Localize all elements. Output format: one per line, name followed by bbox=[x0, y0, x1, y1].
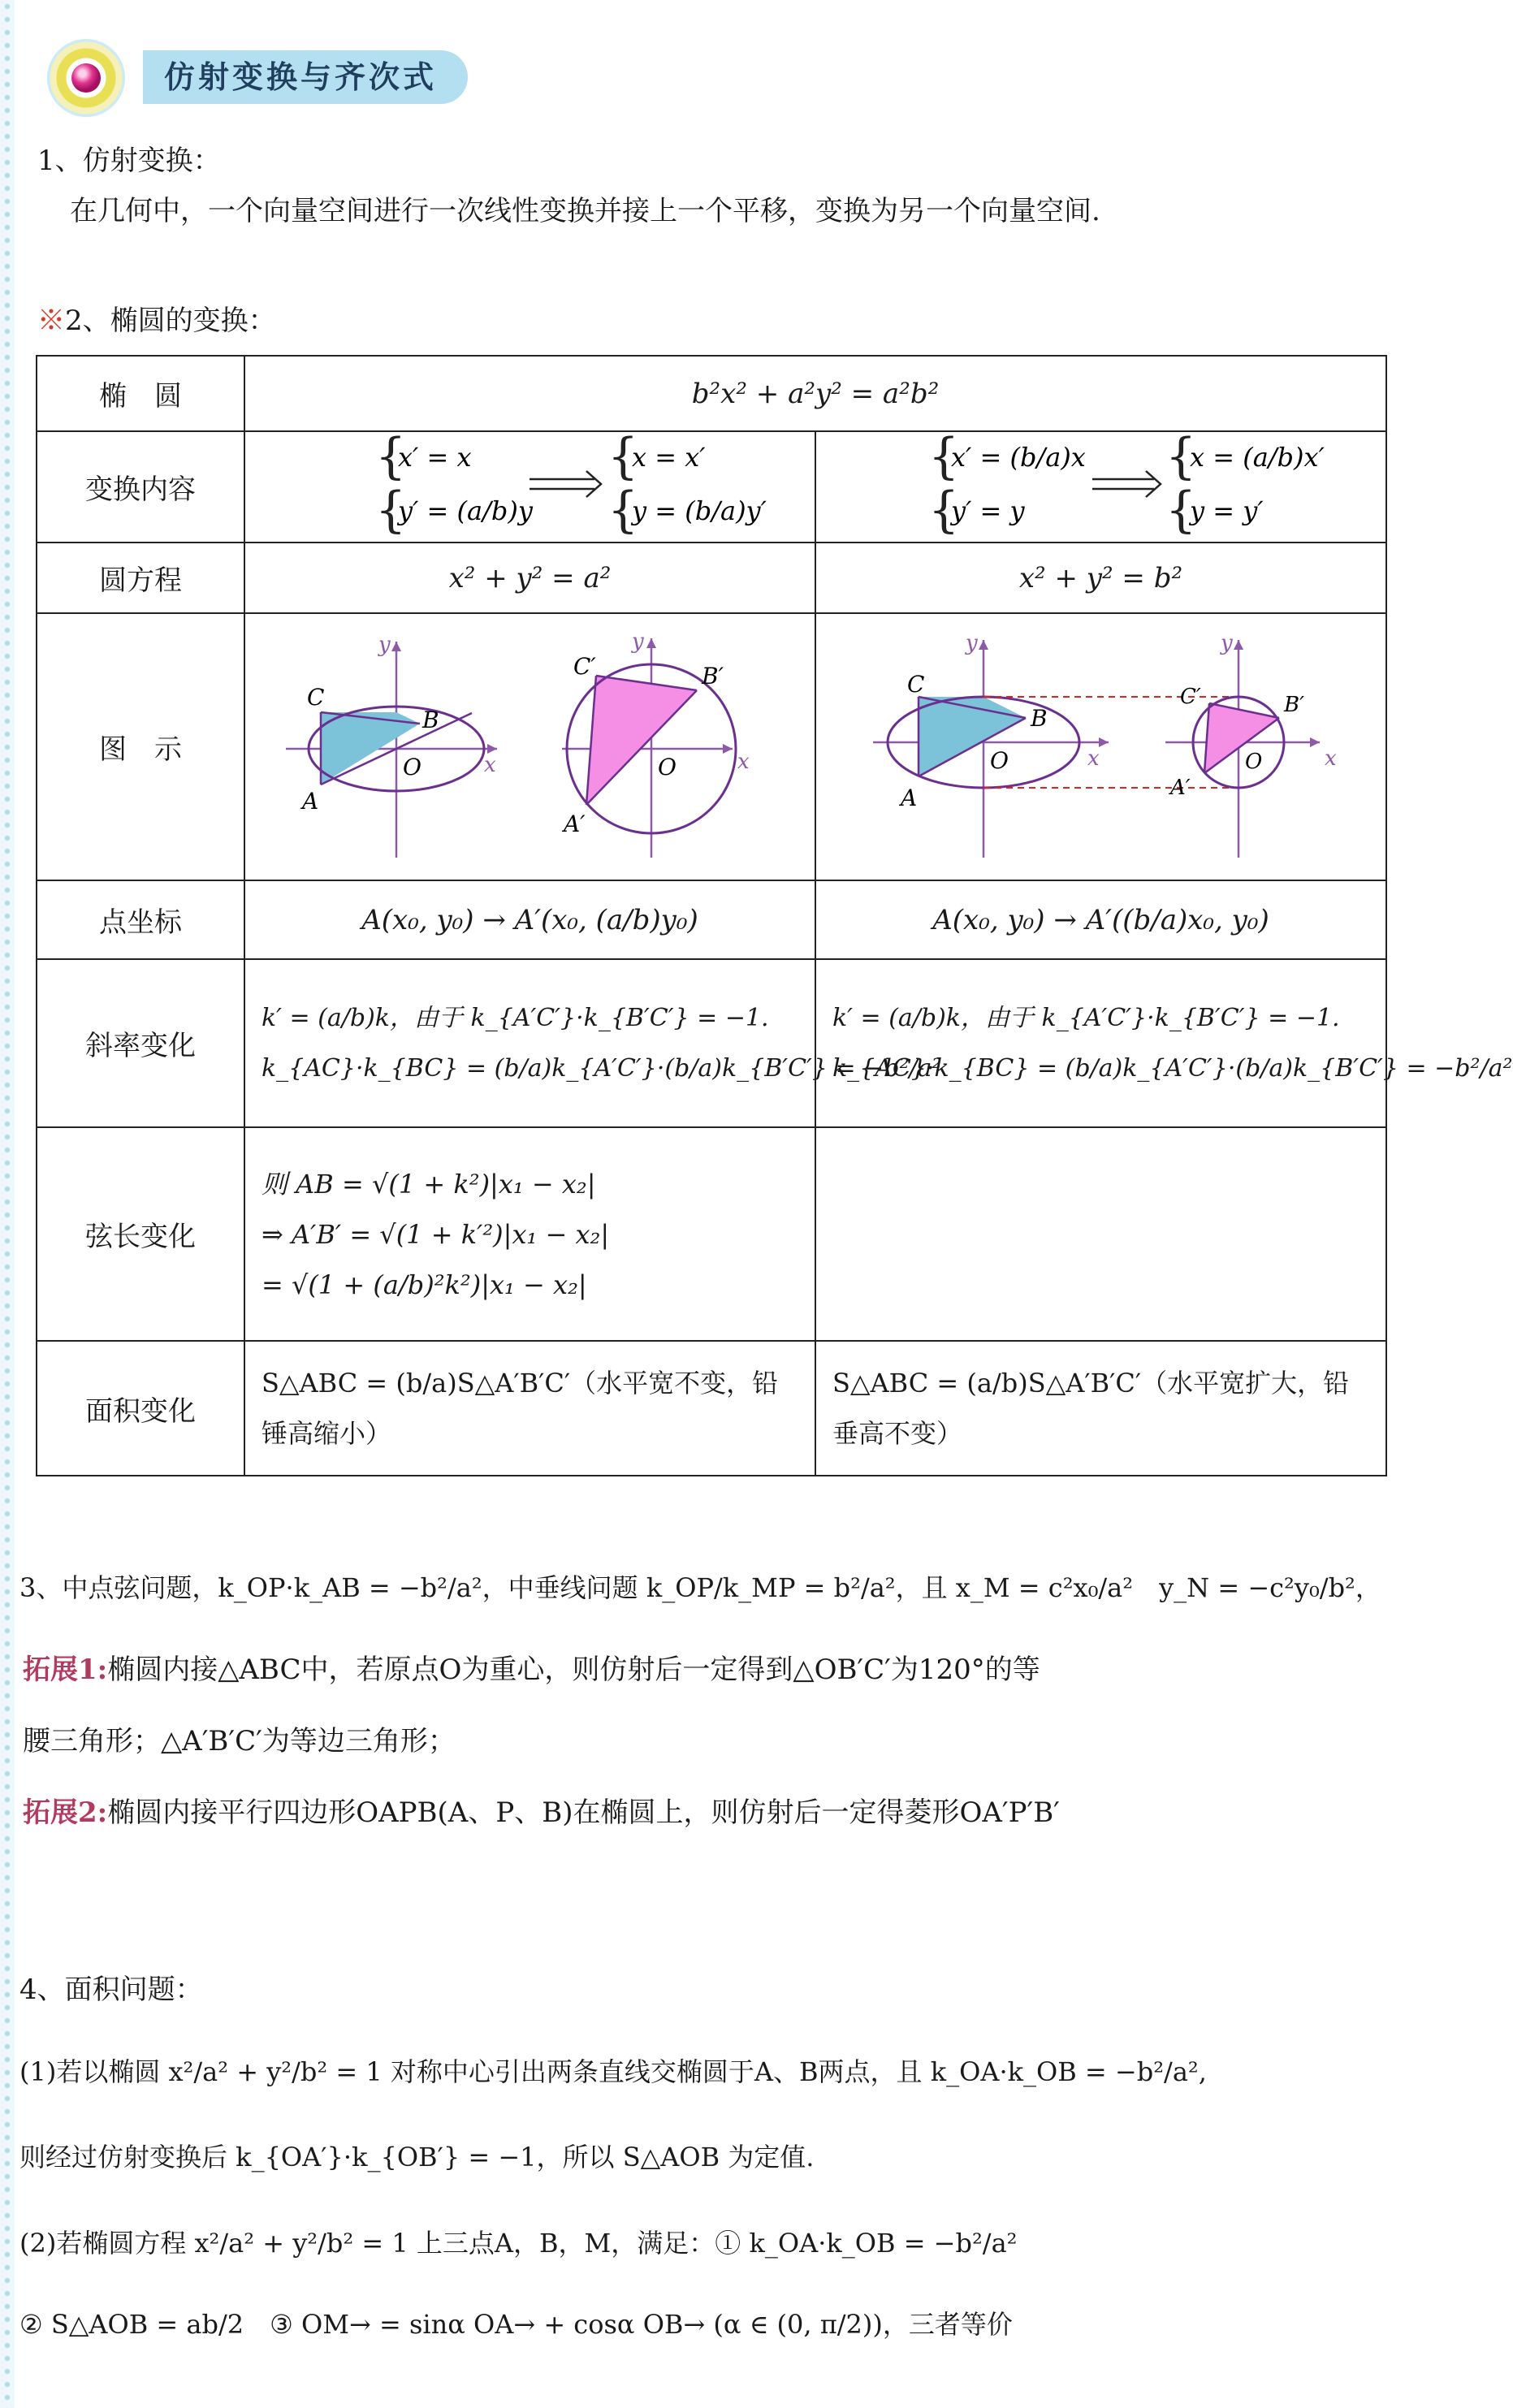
svg-text:{: { bbox=[928, 482, 960, 538]
chord-right-empty bbox=[815, 1127, 1386, 1341]
point-left: A(x₀, y₀) → A′(x₀, (a/b)y₀) bbox=[244, 880, 815, 959]
label-a-prime: A′ bbox=[564, 811, 586, 837]
label-chord: 弦长变化 bbox=[37, 1127, 244, 1341]
figure-right-svg bbox=[816, 614, 1385, 872]
label-a-prime-2: A′ bbox=[1170, 776, 1191, 800]
x-arrow-icon-2 bbox=[723, 744, 733, 754]
svg-text:{: { bbox=[375, 482, 407, 538]
ellipse-equation: b²x² + a²y² = a²b² bbox=[244, 356, 1386, 431]
transform-right-line4: y = y′ bbox=[1190, 495, 1264, 526]
transform-left bbox=[244, 428, 815, 543]
ext2-label: 拓展2: bbox=[23, 1796, 108, 1829]
slope-right-line1: k′ = (a/b)k，由于 k_{A′C′}·k_{B′C′} = −1. bbox=[832, 1003, 1340, 1032]
label-a-3: A bbox=[901, 785, 918, 811]
area-right-line1: S△ABC = (a/b)S△A′B′C′（水平宽扩大，铅 bbox=[832, 1368, 1350, 1399]
transform-table bbox=[36, 355, 1513, 1476]
chord-line2: ⇒ A′B′ = √(1 + k′²)|x₁ − x₂| bbox=[262, 1218, 610, 1250]
sec4-heading: 4、面积问题： bbox=[19, 1974, 203, 2006]
left-dotted-border bbox=[0, 0, 15, 2408]
row-area bbox=[37, 1341, 1386, 1476]
label-area: 面积变化 bbox=[37, 1341, 244, 1476]
label-ellipse: 椭 圆 bbox=[37, 356, 244, 431]
sec4-p3: ② S△AOB = ab/2 ③ OM→ = sinα OA→ + cosα OB→ (α ∈ (0, π/2))，三者等价 bbox=[19, 2309, 1013, 2340]
circle-right: x² + y² = b² bbox=[815, 543, 1386, 613]
y-arrow-icon-3 bbox=[979, 640, 988, 650]
row-slope bbox=[37, 959, 1386, 1127]
sec4-p1: (1)若以椭圆 x²/a² + y²/b² = 1 对称中心引出两条直线交椭圆于A、B两点，且 k_OA·k_OB = −b²/a², bbox=[19, 2056, 1207, 2087]
label-x-4: x bbox=[1325, 746, 1337, 771]
label-x: x bbox=[484, 753, 496, 777]
chord-left bbox=[244, 1127, 815, 1341]
svg-text:{: { bbox=[607, 428, 639, 485]
row-chord bbox=[37, 1127, 1386, 1341]
implies-arrow-icon bbox=[1092, 471, 1161, 497]
transform-left-line3: x = x′ bbox=[632, 442, 706, 473]
figure-right bbox=[815, 613, 1386, 880]
transform-left-system bbox=[262, 428, 798, 538]
label-circle: 圆方程 bbox=[37, 543, 244, 613]
sec3-line: 3、中点弦问题，k_OP·k_AB = −b²/a²，中垂线问题 k_OP/k_MP = b²/a²，且 x_M = c²x₀/a² y_N = −c²y₀/b²， bbox=[19, 1572, 1381, 1603]
sec2-heading-text: 2、椭圆的变换： bbox=[65, 305, 276, 337]
label-transform: 变换内容 bbox=[37, 431, 244, 543]
label-y-2: y bbox=[632, 629, 644, 654]
chord-line1: 则 AB = √(1 + k²)|x₁ − x₂| bbox=[262, 1168, 596, 1200]
label-x-3: x bbox=[1087, 746, 1100, 771]
figure-left bbox=[244, 613, 815, 880]
label-b: B bbox=[422, 707, 439, 733]
y-arrow-icon bbox=[391, 642, 401, 651]
x-arrow-icon-4 bbox=[1310, 737, 1320, 747]
triangle-abc-prime-2 bbox=[1204, 703, 1279, 773]
row-transform bbox=[37, 431, 1386, 543]
sec1-body: 在几何中，一个向量空间进行一次线性变换并接上一个平移，变换为另一个向量空间. bbox=[70, 195, 1100, 227]
slope-left-line2: k_{AC}·k_{BC} = (b/a)k_{A′C′}·(b/a)k_{B′C′} = −b²/a² bbox=[262, 1053, 942, 1083]
label-b-prime: B′ bbox=[702, 663, 724, 690]
transform-right bbox=[815, 428, 1386, 543]
figure-left-svg bbox=[245, 614, 814, 872]
slope-right-line2: k_{AC}·k_{BC} = (b/a)k_{A′C′}·(b/a)k_{B′C′} = −b²/a² bbox=[832, 1053, 1513, 1083]
header-badge-icon bbox=[47, 39, 125, 117]
label-x-2: x bbox=[737, 750, 750, 774]
svg-text:{: { bbox=[1165, 482, 1197, 538]
transform-left-line1: x′ = x bbox=[398, 442, 472, 473]
ext1-label: 拓展1: bbox=[23, 1654, 108, 1686]
svg-text:{: { bbox=[375, 428, 407, 485]
ext2-text: 椭圆内接平行四边形OAPB(A、P、B)在椭圆上，则仿射后一定得菱形OA′P′B′ bbox=[107, 1796, 1060, 1829]
label-o-4: O bbox=[1245, 750, 1263, 774]
area-left-line1: S△ABC = (b/a)S△A′B′C′（水平宽不变，铅 bbox=[262, 1368, 779, 1399]
sec4-p1b: 则经过仿射变换后 k_{OA′}·k_{OB′} = −1，所以 S△AOB 为定值. bbox=[19, 2142, 815, 2172]
transform-right-line2: y′ = y bbox=[951, 495, 1025, 526]
svg-text:{: { bbox=[607, 482, 639, 538]
label-slope: 斜率变化 bbox=[37, 959, 244, 1127]
triangle-abc-prime bbox=[586, 676, 697, 805]
triangle-abc-2 bbox=[919, 697, 1026, 776]
row-circle bbox=[37, 543, 1386, 613]
slope-right bbox=[815, 959, 1513, 1127]
sec4-p2: (2)若椭圆方程 x²/a² + y²/b² = 1 上三点A，B，M，满足：① k_OA·k_OB = −b²/a² bbox=[19, 2228, 1018, 2259]
transform-right-line3: x = (a/b)x′ bbox=[1190, 442, 1325, 473]
label-point: 点坐标 bbox=[37, 880, 244, 959]
svg-text:{: { bbox=[928, 428, 960, 485]
label-b-3: B bbox=[1031, 705, 1048, 732]
label-c-prime-2: C′ bbox=[1180, 685, 1201, 709]
point-right: A(x₀, y₀) → A′((b/a)x₀, y₀) bbox=[815, 880, 1386, 959]
label-b-prime-2: B′ bbox=[1284, 693, 1305, 717]
transform-right-line1: x′ = (b/a)x bbox=[951, 442, 1086, 473]
ext1-text: 椭圆内接△ABC中，若原点O为重心，则仿射后一定得到△OB′C′为120°的等 bbox=[107, 1654, 1040, 1686]
slope-left bbox=[244, 959, 942, 1127]
label-figure: 图 示 bbox=[37, 613, 244, 880]
y-arrow-icon-4 bbox=[1234, 640, 1243, 650]
label-a: A bbox=[302, 788, 319, 815]
label-y-3: y bbox=[966, 631, 978, 655]
area-left bbox=[244, 1341, 815, 1476]
label-y-4: y bbox=[1221, 631, 1233, 655]
label-c-3: C bbox=[907, 671, 925, 698]
label-o-2: O bbox=[658, 754, 677, 780]
svg-text:{: { bbox=[1165, 428, 1197, 485]
ext2 bbox=[23, 1796, 1060, 1829]
row-point bbox=[37, 880, 1386, 959]
row-ellipse bbox=[37, 356, 1386, 431]
label-y: y bbox=[378, 633, 391, 657]
label-o: O bbox=[403, 754, 421, 780]
transform-left-line4: y = (b/a)y′ bbox=[632, 495, 767, 526]
y-arrow-icon-2 bbox=[646, 638, 656, 648]
circle-left: x² + y² = a² bbox=[244, 543, 815, 613]
label-o-3: O bbox=[990, 747, 1009, 774]
chord-line3: = √(1 + (a/b)²k²)|x₁ − x₂| bbox=[262, 1269, 587, 1300]
x-arrow-icon-3 bbox=[1099, 737, 1109, 747]
ball-icon bbox=[71, 63, 101, 93]
area-left-line2: 锤高缩小） bbox=[262, 1418, 392, 1449]
sec2-heading bbox=[37, 305, 276, 337]
reference-mark: ※ bbox=[37, 305, 65, 337]
page-title: 仿射变换与齐次式 bbox=[143, 50, 468, 104]
implies-arrow-icon bbox=[530, 471, 601, 497]
sec1-heading: 1、仿射变换： bbox=[37, 145, 221, 177]
area-right bbox=[815, 1341, 1386, 1476]
transform-left-line2: y′ = (a/b)y bbox=[398, 495, 533, 526]
row-figure bbox=[37, 613, 1386, 880]
ext1 bbox=[23, 1654, 1040, 1686]
area-right-line2: 垂高不变） bbox=[832, 1418, 963, 1449]
ext1-cont: 腰三角形；△A′B′C′为等边三角形； bbox=[23, 1725, 456, 1757]
slope-left-line1: k′ = (a/b)k，由于 k_{A′C′}·k_{B′C′} = −1. bbox=[262, 1003, 769, 1032]
transform-right-system bbox=[832, 428, 1368, 538]
label-c: C bbox=[307, 684, 325, 711]
label-c-prime: C′ bbox=[573, 653, 596, 680]
